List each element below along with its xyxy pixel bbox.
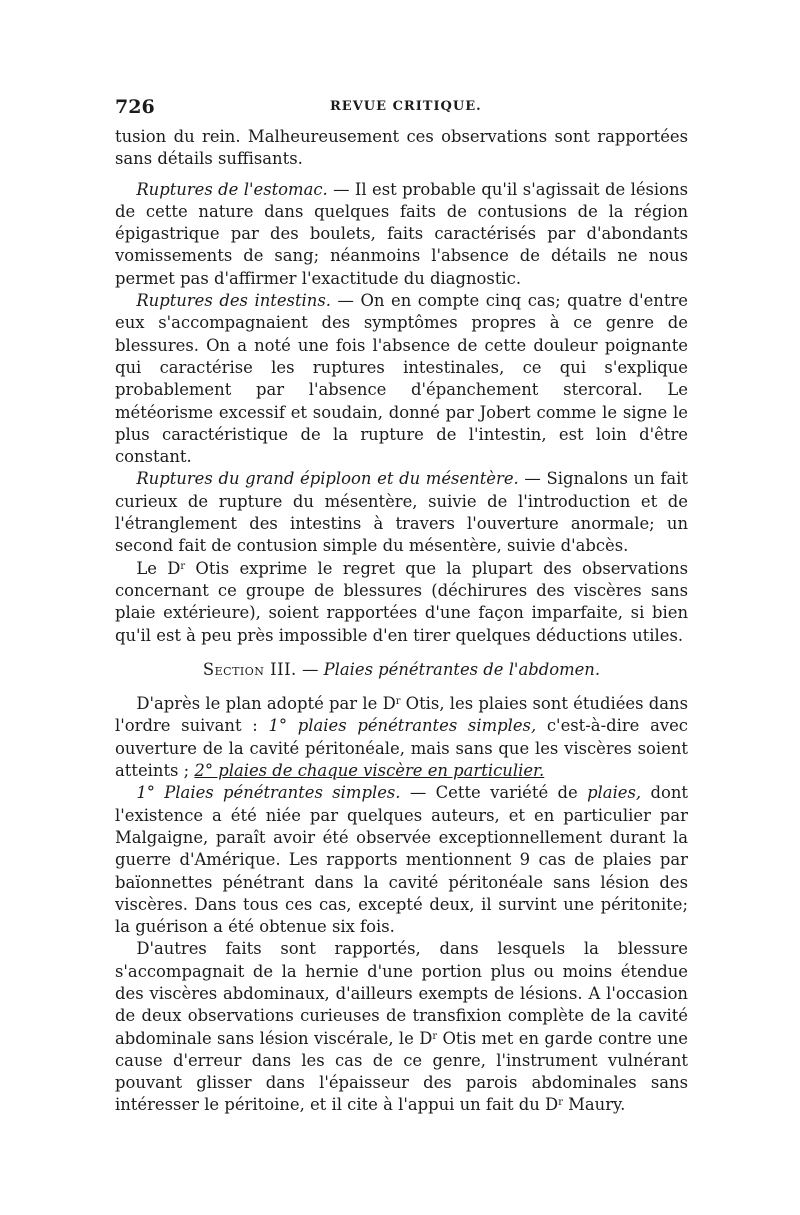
- paragraph-heading: Ruptures de l'estomac.: [136, 179, 328, 199]
- page-number: 726: [115, 96, 155, 118]
- paragraph-text: c'est-à-dire avec ouverture de la cavité péritonéale, mais sans que les viscères soient atteints ;: [115, 716, 688, 781]
- paragraph-heading: Ruptures du grand épiploon et du mésentère.: [136, 469, 519, 489]
- paragraph-text: Le D: [136, 558, 181, 578]
- section-heading: [115, 659, 688, 681]
- paragraph-text: D'après le plan adopté par le D: [136, 694, 396, 714]
- superscript: r: [180, 560, 186, 572]
- superscript: r: [432, 1030, 438, 1042]
- paragraph-text: — Cette variété de: [400, 783, 588, 803]
- list-item-2: 2° plaies de chaque viscère en particulier.: [194, 761, 545, 781]
- paragraph-continuation: [115, 126, 688, 171]
- paragraph-text: — Signalons un fait curieux de rupture du mésentère, suivie de l'introduction et de l'étranglement des intestins à travers l'ouverture anormale; un second fait de contusion simple du mésentère, suivie d'abcès.: [115, 469, 688, 556]
- paragraph-text: Otis, les plaies sont étudiées dans l'ordre suivant :: [115, 694, 689, 736]
- paragraph-text: dont l'existence a été niée par quelques auteurs, et en particulier par Malgaigne, paraît avoir été observée exceptionnellement durant la guerre d'Amérique. Les rapports mentionnent 9 cas de plaies par baïonnettes pénétrant dans la cavité péritonéale sans lésion des viscères. Dans tous ces cas, excepté deux, il survint une péritonite; la guérison a été obtenue six fois.: [115, 783, 688, 937]
- paragraph-autres-faits: [115, 938, 688, 1116]
- paragraph-text: Maury.: [562, 1095, 626, 1115]
- page: [115, 96, 688, 1117]
- running-head: REVUE CRITIQUE.: [330, 99, 482, 114]
- paragraph-text: tusion du rein. Malheureusement ces observations sont rapportées sans détails suffisants.: [115, 127, 688, 169]
- paragraph-heading: Ruptures des intestins.: [136, 291, 331, 311]
- section-dash: —: [296, 659, 324, 679]
- paragraph-plan: [115, 693, 688, 782]
- paragraph-text: Otis exprime le regret que la plupart des observations concernant ce groupe de blessures (déchirures des viscères sans plaie extérieure), soient rapportées d'une façon imparfaite, si bien qu'il est à peu près impossible d'en tirer quelques déductions utiles.: [115, 558, 689, 645]
- body-text: [115, 126, 688, 1117]
- paragraph-ruptures-intestins: [115, 290, 688, 468]
- italic-word: plaies,: [587, 783, 642, 803]
- paragraph-text: — Il est probable qu'il s'agissait de lésions de cette nature dans quelques faits de contusions de la région épigastrique par des boulets, faits caractérisés par d'abondants vomissements de sang; néanmoins l'absence de détails ne nous permet pas d'affirmer l'exactitude du diagnostic.: [115, 179, 689, 288]
- paragraph-text: Otis met en garde contre une cause d'erreur dans les cas de ce genre, l'instrument vulnérant pouvant glisser dans l'épaisseur des parois abdominales sans intéresser le péritoine, et il cite à l'appui un fait du D: [115, 1028, 688, 1115]
- paragraph-text: D'autres faits sont rapportés, dans lesquels la blessure s'accompagnait de la hernie d'une portion plus ou moins étendue des viscères abdominaux, d'ailleurs exempts de lésions. A l'occasion de deux observations curieuses de transfixion complète de la cavité abdominale sans lésion viscérale, le D: [115, 939, 688, 1048]
- paragraph-ruptures-estomac: [115, 179, 688, 290]
- page-header: [115, 96, 688, 126]
- list-item-1: 1° plaies pénétrantes simples,: [268, 716, 537, 736]
- paragraph-text: — On en compte cinq cas; quatre d'entre eux s'accompagnaient des symptômes propres à ce genre de blessures. On a noté une fois l'absence de cette douleur poignante qui caractérise les ruptures intestinales, ce qui s'explique probablement par l'absence d'épanchement stercoral. Le météorisme excessif et soudain, donné par Jobert comme le signe le plus caractéristique de la rupture de l'intestin, est loin d'être constant.: [115, 291, 688, 467]
- superscript: r: [558, 1097, 563, 1109]
- section-label: Section III.: [202, 659, 297, 679]
- section-title: Plaies pénétrantes de l'abdomen.: [323, 659, 601, 679]
- paragraph-otis-regret: [115, 558, 688, 647]
- paragraph-ruptures-epiploon: [115, 468, 688, 557]
- superscript: r: [395, 696, 401, 708]
- paragraph-plaies-simples: [115, 782, 688, 938]
- paragraph-heading: 1° Plaies pénétrantes simples.: [136, 783, 401, 803]
